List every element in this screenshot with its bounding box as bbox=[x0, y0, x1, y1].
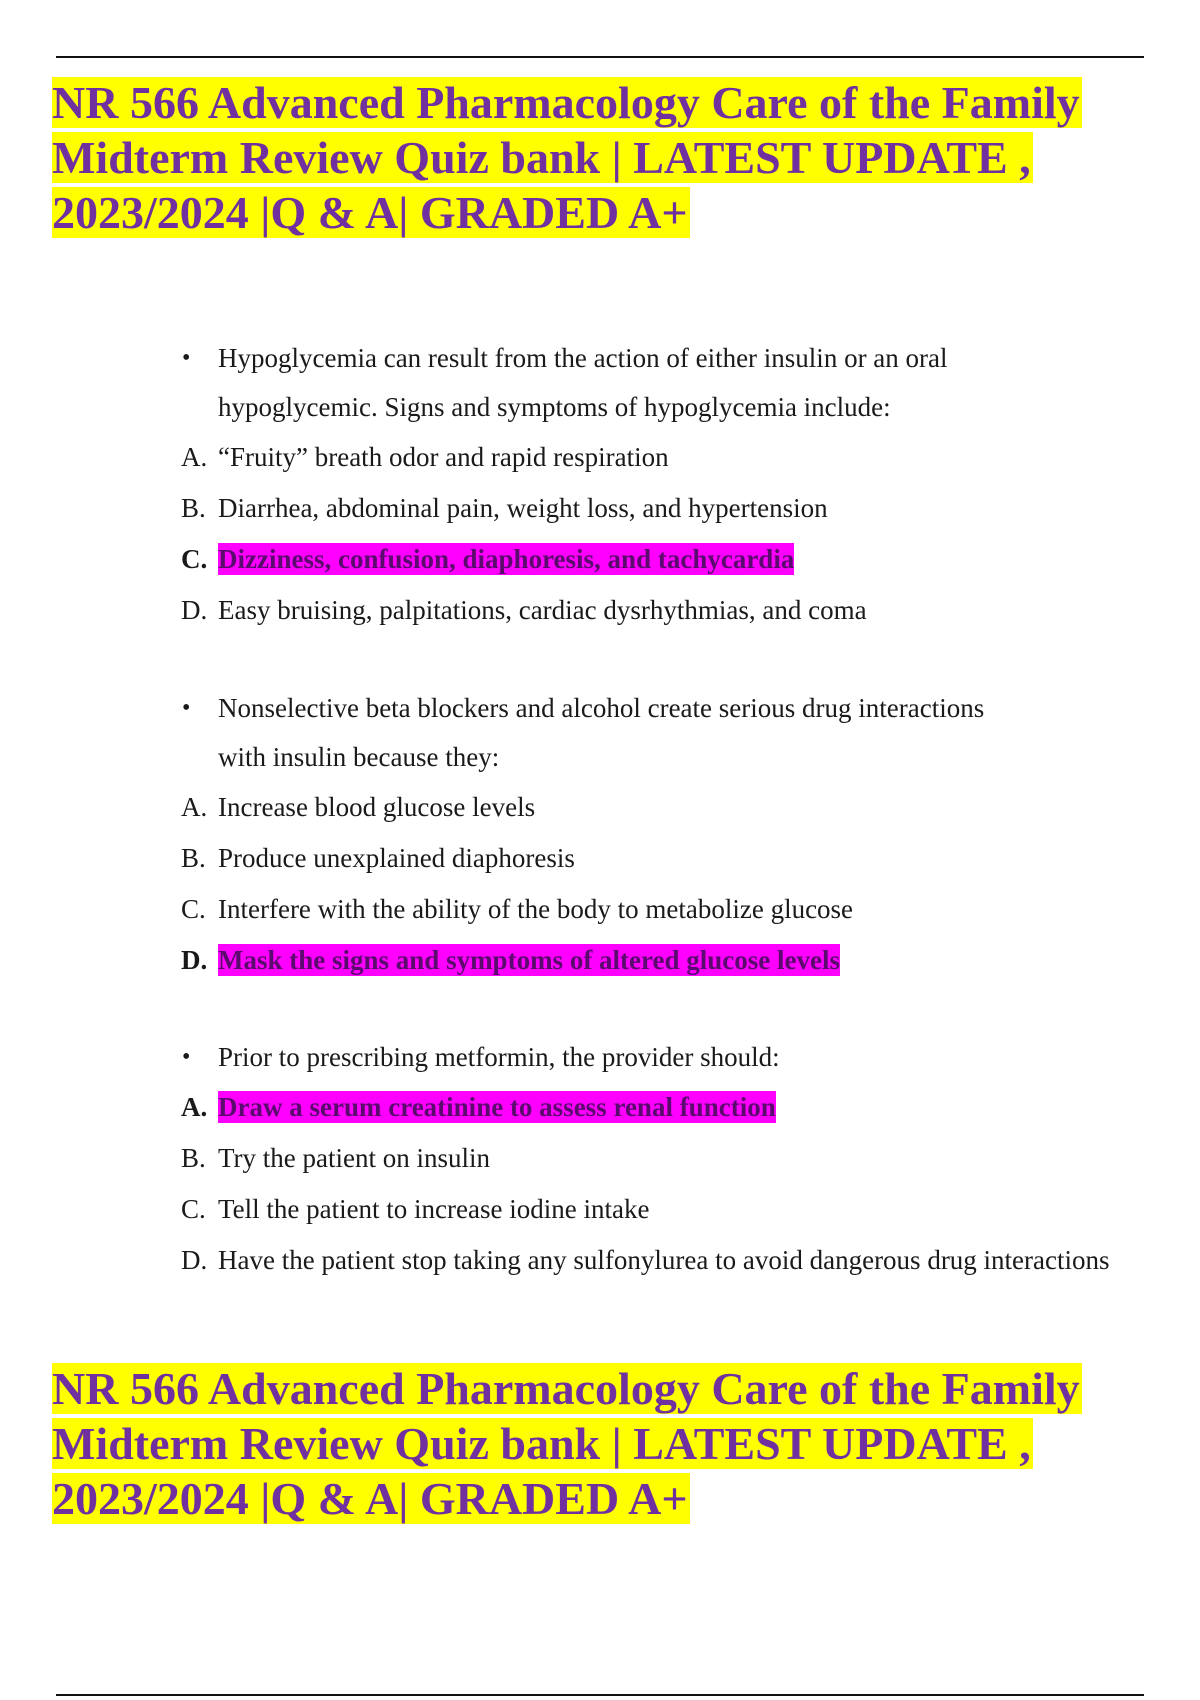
option-letter: A. bbox=[181, 442, 208, 472]
question-stem-text: Nonselective beta blockers and alcohol create serious drug interactions with insulin because they: bbox=[218, 693, 985, 772]
option-text: Have the patient stop taking any sulfonylurea to avoid dangerous drug interactions bbox=[218, 1245, 1110, 1275]
answer-option-d bbox=[0, 585, 1200, 636]
question-stem-text: Hypoglycemia can result from the action of either insulin or an oral hypoglycemic. Signs and symptoms of hypoglycemia include: bbox=[218, 343, 948, 422]
option-letter: B. bbox=[181, 1143, 206, 1173]
title-line: 2023/2024 |Q & A| GRADED A+ bbox=[52, 187, 688, 238]
answer-option-c bbox=[0, 884, 1200, 935]
option-letter: C. bbox=[181, 894, 206, 924]
option-letter: D. bbox=[181, 595, 208, 625]
option-text: Produce unexplained diaphoresis bbox=[218, 843, 575, 873]
answer-option-b bbox=[0, 483, 1200, 534]
option-letter: B. bbox=[181, 843, 206, 873]
highlighted-answer-text: Draw a serum creatinine to assess renal function bbox=[218, 1092, 776, 1122]
question-1 bbox=[0, 334, 1200, 636]
bullet-icon: • bbox=[182, 1044, 191, 1070]
option-letter: D. bbox=[181, 945, 208, 975]
answer-option-d-correct bbox=[0, 935, 1200, 986]
highlighted-answer-text: Dizziness, confusion, diaphoresis, and tachycardia bbox=[218, 544, 795, 574]
question-stem bbox=[0, 334, 1038, 432]
title-line: Midterm Review Quiz bank | LATEST UPDATE , bbox=[52, 132, 1031, 183]
document-title-repeat bbox=[52, 1361, 1162, 1526]
option-text: Increase blood glucose levels bbox=[218, 792, 536, 822]
question-3 bbox=[0, 1033, 1200, 1286]
question-stem-text: Prior to prescribing metformin, the provider should: bbox=[218, 1042, 780, 1072]
bullet-icon: • bbox=[182, 345, 191, 371]
title-line: Midterm Review Quiz bank | LATEST UPDATE , bbox=[52, 1418, 1031, 1469]
answer-option-a bbox=[0, 432, 1200, 483]
option-letter: A. bbox=[181, 1092, 208, 1122]
question-stem bbox=[0, 1033, 1038, 1082]
highlighted-answer-text: Mask the signs and symptoms of altered glucose levels bbox=[218, 945, 841, 975]
answer-option-c-correct bbox=[0, 534, 1200, 585]
answer-option-a-correct bbox=[0, 1082, 1200, 1133]
top-divider bbox=[56, 56, 1144, 58]
option-letter: B. bbox=[181, 493, 206, 523]
title-line: NR 566 Advanced Pharmacology Care of the Family bbox=[52, 77, 1080, 128]
option-letter: C. bbox=[181, 544, 208, 574]
option-text: Interfere with the ability of the body to metabolize glucose bbox=[218, 894, 854, 924]
answer-option-b bbox=[0, 833, 1200, 884]
answer-option-d bbox=[0, 1235, 1200, 1286]
question-2 bbox=[0, 684, 1200, 986]
option-text: Easy bruising, palpitations, cardiac dysrhythmias, and coma bbox=[218, 595, 867, 625]
answer-option-c bbox=[0, 1184, 1200, 1235]
option-text: Diarrhea, abdominal pain, weight loss, and hypertension bbox=[218, 493, 828, 523]
title-line: 2023/2024 |Q & A| GRADED A+ bbox=[52, 1473, 688, 1524]
option-text: “Fruity” breath odor and rapid respiration bbox=[218, 442, 669, 472]
title-line: NR 566 Advanced Pharmacology Care of the Family bbox=[52, 1363, 1080, 1414]
answer-option-b bbox=[0, 1133, 1200, 1184]
option-letter: D. bbox=[181, 1245, 208, 1275]
option-text: Tell the patient to increase iodine intake bbox=[218, 1194, 650, 1224]
bottom-divider bbox=[56, 1694, 1144, 1696]
document-title bbox=[52, 75, 1162, 240]
bullet-icon: • bbox=[182, 695, 191, 721]
option-letter: A. bbox=[181, 792, 208, 822]
answer-option-a bbox=[0, 782, 1200, 833]
option-letter: C. bbox=[181, 1194, 206, 1224]
option-text: Try the patient on insulin bbox=[218, 1143, 491, 1173]
question-stem bbox=[0, 684, 1038, 782]
